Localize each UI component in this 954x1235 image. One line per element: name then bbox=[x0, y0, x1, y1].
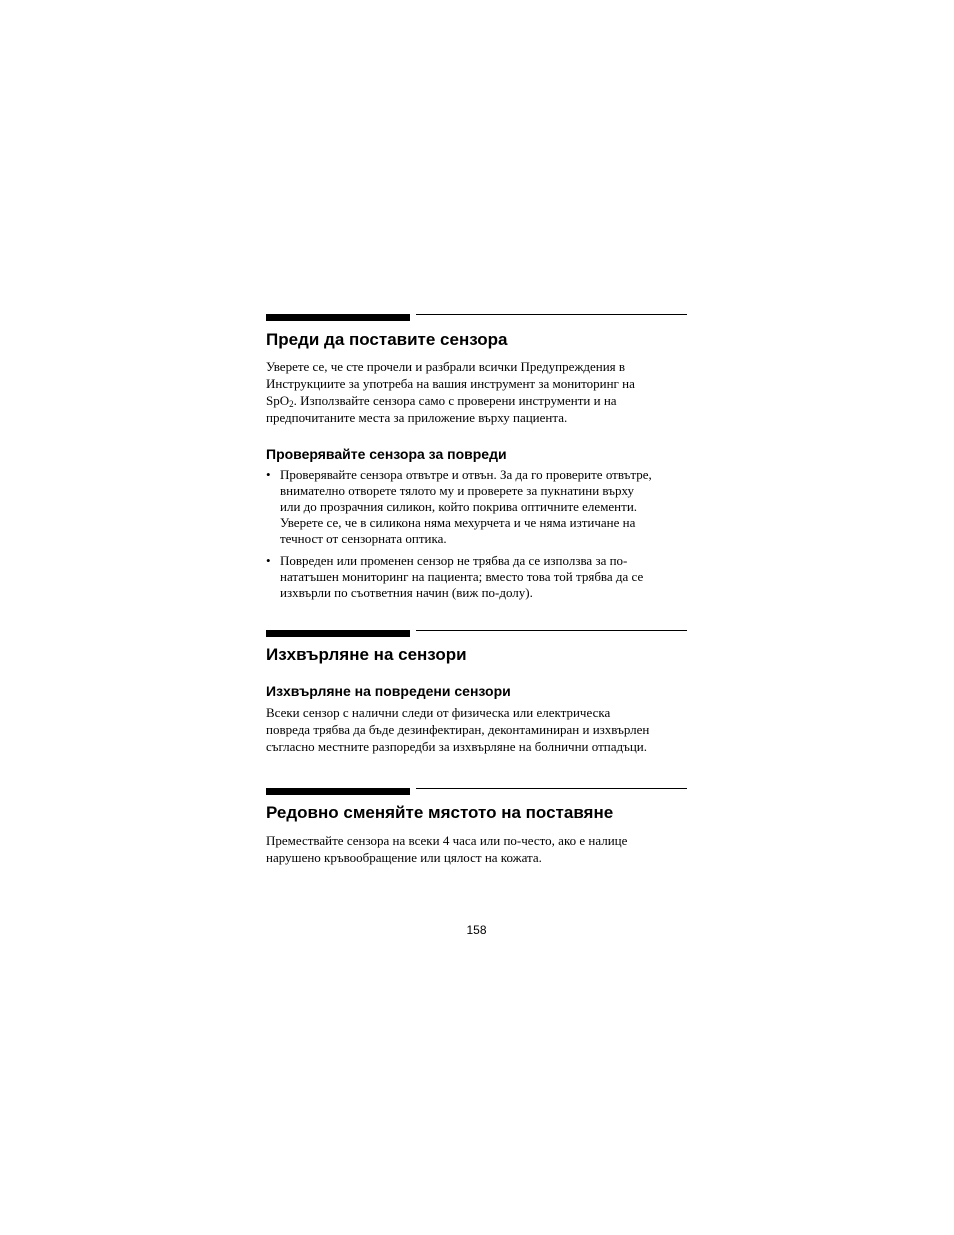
text-line: Уверете се, че сте прочели и разбрали всички Предупреждения в bbox=[266, 359, 626, 374]
text-line: нататъшен мониторинг на пациента; вместо това той трябва да се bbox=[280, 569, 644, 584]
text-line: внимателно отворете тялото му и проверете за пукнатини върху bbox=[280, 483, 634, 498]
text-line: съгласно местните разпоредби за изхвърляне на болнични отпадъци. bbox=[266, 739, 647, 754]
text-line: Проверявайте сензора отвътре и отвън. За да го проверите отвътре, bbox=[280, 467, 652, 482]
bullet-item bbox=[266, 553, 687, 601]
text-line: или до прозрачния силикон, който покрива оптичните елементи. bbox=[280, 499, 638, 514]
text-line: течност от сензорната оптика. bbox=[280, 531, 447, 546]
section-rule-thin bbox=[416, 630, 687, 631]
subheading-check-damage: Проверявайте сензора за повреди bbox=[266, 446, 507, 462]
spo2-subscript: 2 bbox=[289, 399, 294, 409]
text-line bbox=[266, 392, 687, 409]
text-line: Премествайте сензора на всеки 4 часа или по-често, ако е налице bbox=[266, 833, 628, 848]
section-paragraph-change-site bbox=[266, 832, 687, 866]
section-paragraph-disposal bbox=[266, 704, 687, 755]
text-line: нарушено кръвообращение или цялост на кожата. bbox=[266, 850, 542, 865]
section-rule-thin bbox=[416, 788, 687, 789]
section-rule-thick bbox=[266, 788, 410, 795]
section-rule-thick bbox=[266, 314, 410, 321]
text-line: предпочитаните места за приложение върху пациента. bbox=[266, 410, 568, 425]
page-number: 158 bbox=[466, 923, 487, 937]
section-rule bbox=[266, 314, 687, 322]
text-line: изхвърли по съответния начин (виж по-долу). bbox=[280, 585, 533, 600]
spo2-text: SpO bbox=[266, 393, 290, 408]
section-rule bbox=[266, 630, 687, 638]
bullet-list-check-damage bbox=[266, 467, 687, 607]
section-paragraph-before-placing bbox=[266, 358, 687, 426]
text-line: повреда трябва да бъде дезинфектиран, деконтаминиран и изхвърлен bbox=[266, 722, 650, 737]
section-heading-disposal: Изхвърляне на сензори bbox=[266, 645, 467, 664]
text-line-rest: . Използвайте сензора само с проверени инструменти и на bbox=[293, 393, 617, 408]
section-heading-change-site: Редовно сменяйте мястото на поставяне bbox=[266, 803, 614, 822]
text-line: Инструкциите за употреба на вашия инструмент за мониторинг на bbox=[266, 376, 635, 391]
section-rule bbox=[266, 788, 687, 796]
text-line: Всеки сензор с налични следи от физическа или електрическа bbox=[266, 705, 611, 720]
bullet-mark: • bbox=[266, 553, 271, 568]
section-rule-thin bbox=[416, 314, 687, 315]
section-heading-before-placing: Преди да поставите сензора bbox=[266, 330, 508, 349]
bullet-item bbox=[266, 467, 687, 547]
text-line: Уверете се, че в силикона няма мехурчета и че няма изтичане на bbox=[280, 515, 636, 530]
bullet-mark: • bbox=[266, 467, 271, 482]
text-line: Повреден или променен сензор не трябва да се използва за по- bbox=[280, 553, 628, 568]
subheading-dispose-damaged: Изхвърляне на повредени сензори bbox=[266, 683, 511, 699]
section-rule-thick bbox=[266, 630, 410, 637]
